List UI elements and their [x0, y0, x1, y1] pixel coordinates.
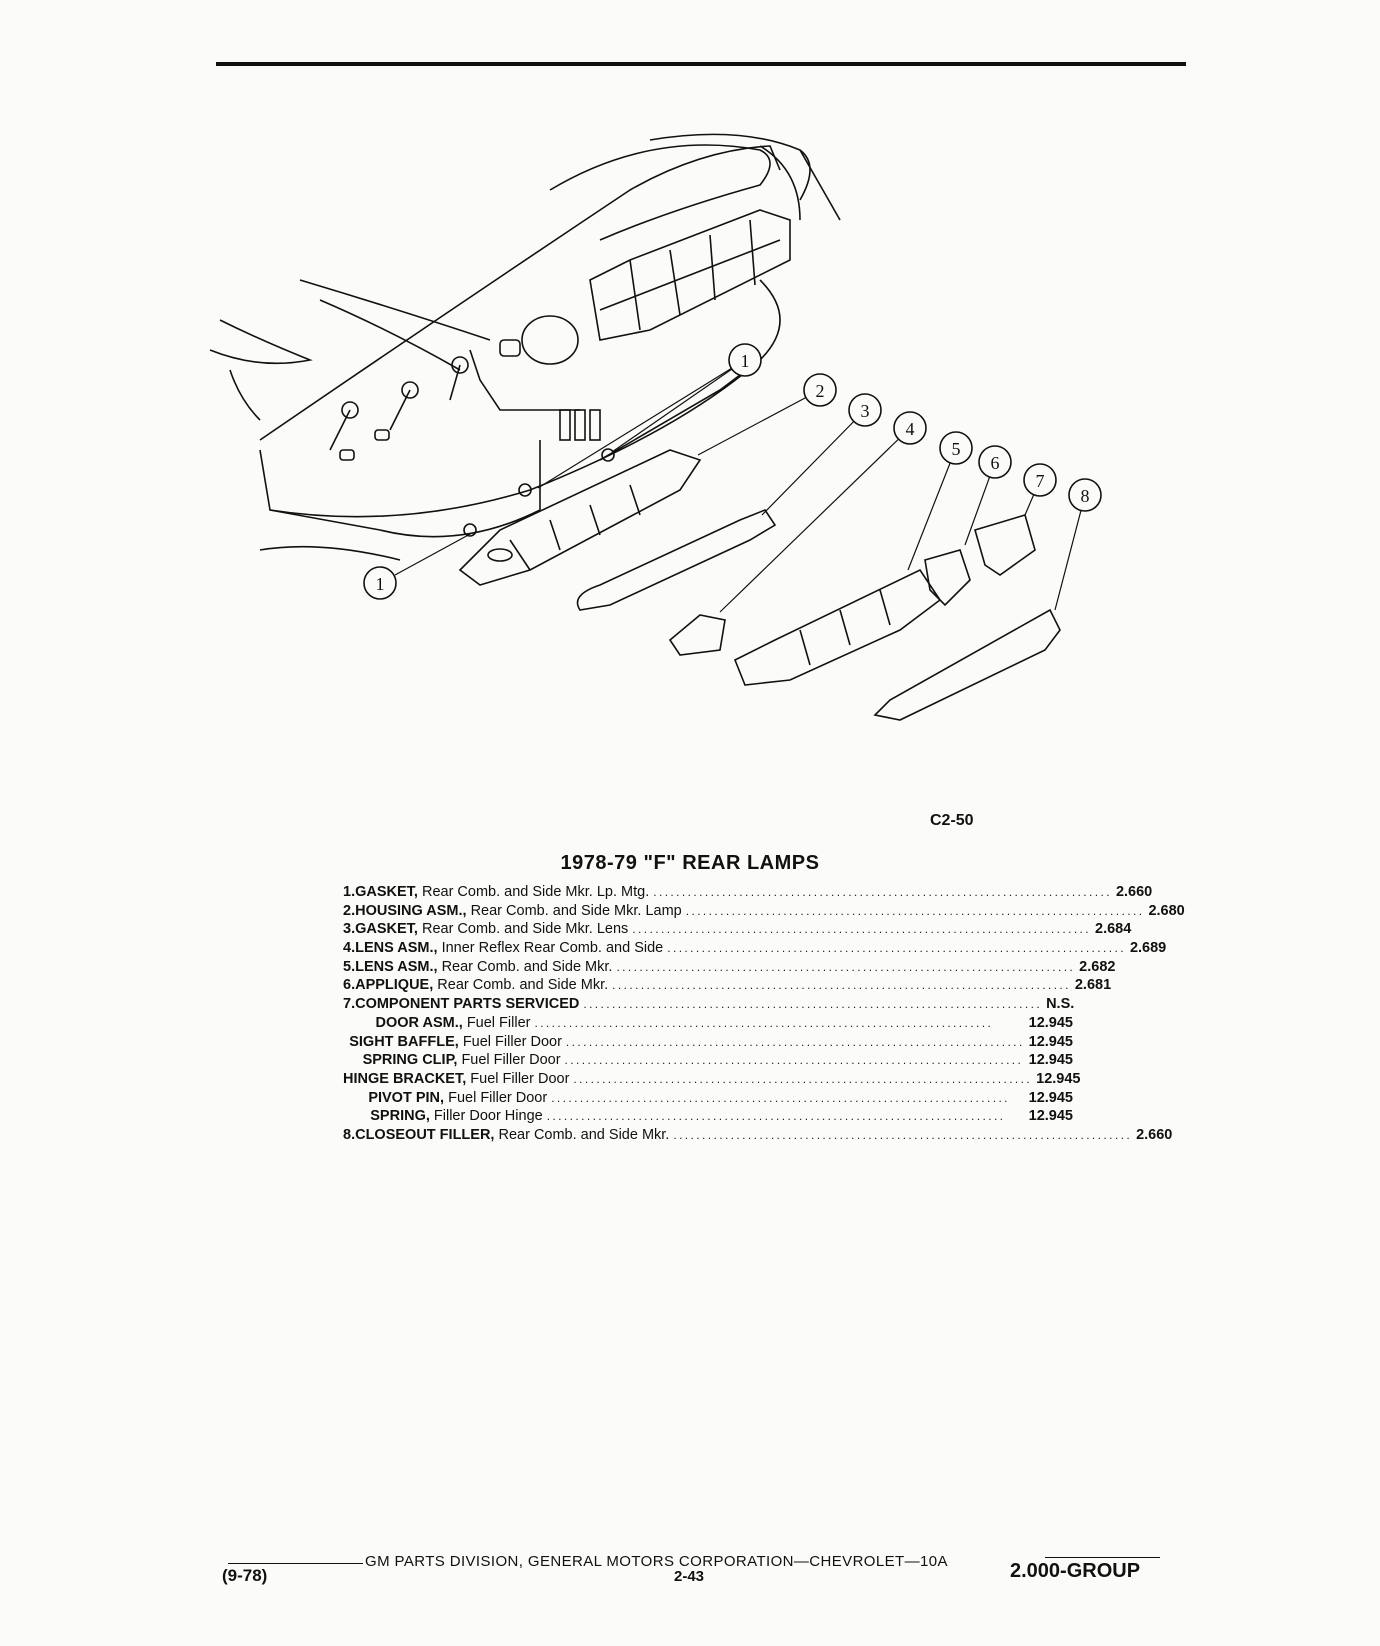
part-name: DOOR ASM., — [375, 1014, 463, 1031]
dot-leader: ................................................................................ — [632, 922, 1092, 937]
part-detail: Fuel Filler Door — [462, 1033, 562, 1050]
dot-leader: ................................................................................ — [673, 1127, 1133, 1142]
part-number: 5. — [343, 958, 356, 975]
group-number: 2.680 — [1148, 902, 1185, 919]
part-applique — [925, 550, 970, 605]
parts-list-row — [343, 1090, 1073, 1109]
dot-leader: ................................................................................ — [685, 903, 1145, 918]
page-title: 1978-79 "F" REAR LAMPS — [560, 852, 820, 874]
group-number: 2.660 — [1136, 1126, 1173, 1143]
footer-rule-right — [1045, 1557, 1160, 1558]
group-number: 2.660 — [1115, 884, 1153, 900]
svg-text:3: 3 — [860, 401, 870, 421]
part-detail: Inner Reflex Rear Comb. and Side — [441, 940, 664, 957]
part-description — [355, 996, 579, 1012]
callout-3 — [849, 394, 881, 426]
parts-list-row — [343, 958, 1116, 978]
part-description — [355, 1127, 669, 1143]
callout-5 — [940, 432, 972, 464]
dot-leader: ................................................................................ — [565, 1034, 1025, 1049]
part-detail: Rear Comb. and Side Mkr. — [498, 1126, 670, 1143]
callout-8 — [1069, 479, 1101, 511]
part-housing — [460, 450, 700, 585]
part-description — [355, 940, 663, 956]
footer-page-number: 2-43 — [674, 1568, 705, 1585]
part-detail: Rear Comb. and Side Mkr. — [441, 958, 613, 975]
part-detail: Rear Comb. and Side Mkr. Lamp — [470, 902, 682, 919]
part-detail: Fuel Filler Door — [470, 1070, 570, 1087]
parts-list — [343, 884, 1185, 1146]
footer-date: (9-78) — [222, 1566, 268, 1585]
top-rule — [216, 62, 1186, 66]
part-name: HINGE BRACKET, — [343, 1070, 467, 1087]
parts-list-row — [343, 996, 1073, 1015]
part-component — [975, 515, 1035, 575]
part-number: 2. — [343, 902, 356, 919]
part-description — [355, 921, 628, 937]
dot-leader: ................................................................................ — [546, 1109, 1006, 1124]
parts-list-row — [343, 1070, 1081, 1090]
part-name: COMPONENT PARTS SERVICED — [355, 996, 580, 1013]
svg-text:6: 6 — [990, 453, 1000, 473]
dot-leader: ................................................................................ — [573, 1071, 1033, 1086]
group-number: 12.945 — [1028, 1033, 1073, 1050]
part-detail: Fuel Filler Door — [461, 1052, 561, 1069]
group-number: 2.689 — [1129, 940, 1167, 957]
figure-code: C2-50 — [930, 812, 974, 829]
part-detail: Fuel Filler — [466, 1014, 531, 1031]
part-description — [343, 1071, 569, 1087]
part-description — [376, 1015, 531, 1031]
part-detail: Rear Comb. and Side Mkr. Lens — [421, 921, 629, 938]
part-name: SIGHT BAFFLE, — [349, 1033, 459, 1050]
callout-leaders — [395, 360, 1085, 612]
part-detail: Rear Comb. and Side Mkr. Lp. Mtg. — [421, 884, 650, 900]
part-name: CLOSEOUT FILLER, — [355, 1126, 495, 1143]
dot-leader: ................................................................................ — [583, 997, 1043, 1012]
exploded-view-diagram — [200, 110, 1180, 770]
part-name: HOUSING ASM., — [355, 902, 467, 919]
group-number: 12.945 — [1028, 1052, 1073, 1069]
svg-text:5: 5 — [951, 439, 961, 459]
footer-rule-left — [228, 1563, 363, 1564]
part-number: 4. — [343, 940, 356, 957]
part-lens-asm — [735, 570, 940, 685]
callout-1 — [729, 344, 761, 376]
callout-6 — [979, 446, 1011, 478]
part-name: LENS ASM., — [355, 958, 438, 975]
part-number: 3. — [343, 921, 356, 938]
svg-text:2: 2 — [815, 381, 825, 401]
part-description — [363, 1052, 561, 1068]
dot-leader: ................................................................................ — [534, 1015, 994, 1030]
part-detail: Rear Comb. and Side Mkr. — [437, 977, 609, 994]
part-description — [355, 977, 608, 993]
parts-list-row — [343, 940, 1167, 959]
group-number: 2.684 — [1095, 921, 1132, 938]
group-number: 12.945 — [1028, 1014, 1073, 1031]
part-name: SPRING CLIP, — [362, 1052, 458, 1069]
part-description — [355, 959, 612, 975]
dot-leader: ................................................................................ — [653, 885, 1112, 899]
footer-group: 2.000-GROUP — [1010, 1560, 1141, 1582]
group-number: N.S. — [1046, 996, 1075, 1013]
parts-list-row — [343, 977, 1112, 996]
svg-text:4: 4 — [905, 419, 915, 439]
part-name: LENS ASM., — [355, 940, 438, 957]
part-description — [355, 903, 682, 919]
part-name: GASKET, — [355, 921, 418, 938]
part-number: 7. — [343, 996, 356, 1013]
parts-list-row — [343, 1126, 1173, 1146]
svg-text:7: 7 — [1035, 471, 1045, 491]
part-number: 1. — [343, 884, 356, 900]
dot-leader: ................................................................................ — [612, 978, 1071, 993]
svg-text:1: 1 — [375, 574, 385, 594]
part-description — [368, 1090, 547, 1106]
dot-leader: ................................................................................ — [616, 959, 1076, 974]
part-name: SPRING, — [370, 1108, 430, 1125]
part-inner-reflex-lens — [670, 615, 725, 655]
parts-list-row — [343, 884, 1153, 903]
part-detail: Fuel Filler Door — [448, 1089, 548, 1106]
part-number: 6. — [343, 977, 356, 994]
group-number: 2.681 — [1074, 977, 1112, 994]
parts-list-row — [343, 1015, 1073, 1034]
svg-text:1: 1 — [740, 351, 750, 371]
parts-list-row — [343, 921, 1132, 940]
parts-list-row — [343, 902, 1185, 922]
dot-leader: ................................................................................ — [564, 1053, 1024, 1068]
group-number: 12.945 — [1036, 1070, 1081, 1087]
group-number: 2.682 — [1079, 958, 1116, 975]
callout-4 — [894, 412, 926, 444]
parts-list-row — [343, 1052, 1073, 1071]
part-description — [349, 1034, 562, 1050]
part-name: GASKET, — [355, 884, 418, 900]
svg-text:8: 8 — [1080, 486, 1090, 506]
part-name: PIVOT PIN, — [368, 1089, 445, 1106]
part-lens-gasket — [578, 510, 776, 610]
callout-2 — [804, 374, 836, 406]
footer-publisher: GM PARTS DIVISION, GENERAL MOTORS CORPORATION—CHEVROLET—10A — [365, 1553, 948, 1570]
group-number: 12.945 — [1028, 1108, 1073, 1125]
parts-list-row — [343, 1034, 1073, 1053]
part-name: APPLIQUE, — [355, 977, 434, 994]
dot-leader: ................................................................................ — [667, 941, 1126, 956]
group-number: 12.945 — [1028, 1089, 1073, 1106]
part-closeout-filler — [875, 610, 1060, 720]
part-detail: Filler Door Hinge — [433, 1108, 543, 1125]
callout-1-lower — [364, 567, 396, 599]
part-description — [355, 884, 649, 900]
part-number: 8. — [343, 1126, 356, 1143]
callout-7 — [1024, 464, 1056, 496]
part-description — [370, 1108, 542, 1124]
parts-list-row — [343, 1108, 1073, 1127]
dot-leader: ................................................................................ — [551, 1090, 1010, 1105]
